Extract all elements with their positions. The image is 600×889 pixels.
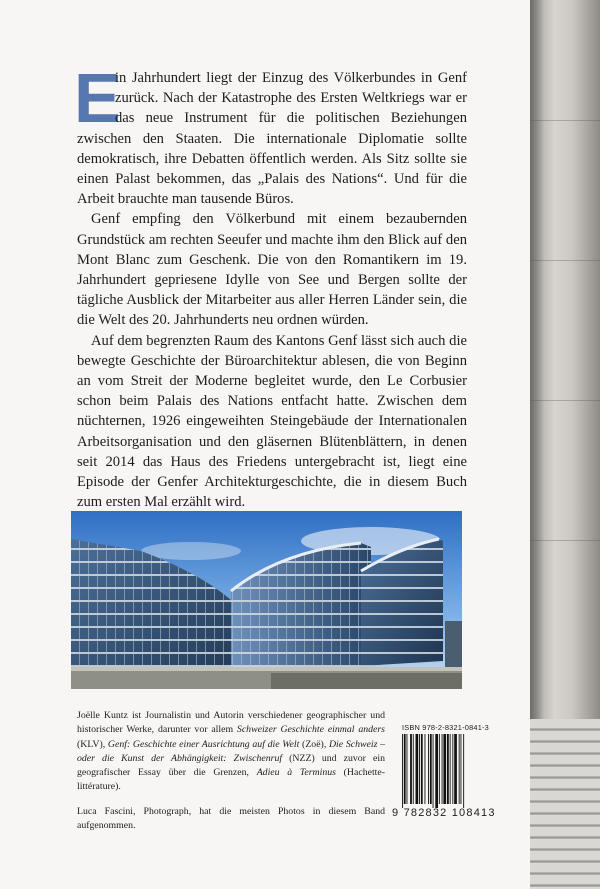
bio-text: (KLV),	[77, 738, 108, 750]
barcode-bars	[400, 734, 492, 808]
book-title: Die Schweiz – oder die Kunst der Abhängigkeit: Zwischenruf	[77, 738, 385, 764]
author-bio-paragraph	[77, 709, 385, 795]
building-photo	[71, 511, 462, 689]
cover-spine-photo	[530, 0, 600, 889]
bio-text: (Hachette-littérature).	[77, 767, 386, 793]
isbn-barcode	[392, 723, 496, 829]
drop-cap: E	[74, 59, 121, 137]
photographer-credit: Luca Fascini, Photograph, hat die meisten Photos in diesem Band aufgenommen.	[77, 805, 385, 832]
bio-text: (Zoë),	[299, 738, 329, 750]
paragraph-1	[74, 59, 467, 209]
bio-text: Joëlle Kuntz ist Journalistin und Autorin verschiedener geographischer und historischer Werke, darunter vor allem	[77, 710, 385, 736]
paragraph-1-text: in Jahrhundert liegt der Einzug des Völkerbundes in Genf zurück. Nach der Katastrophe des Ersten Weltkriegs war er das neue Instrument für die politischen Beziehungen zwischen den Staaten. Die internationale Diplomatie sollte demokratisch, ihre Debatten öffentlich werden. Als Sitz sollte sie einen Palast bekommen, das „Palais des Nations“. Und für die Arbeit brauchte man tausende Büros.	[77, 70, 467, 208]
stairs-image	[530, 719, 600, 889]
book-title: Genf: Geschichte einer Ausrichtung auf die Welt	[107, 738, 300, 750]
bio-text: (NZZ) und zuvor ein geografischer Essay über die Grenzen,	[77, 752, 385, 779]
book-title: Adieu à Terminus	[256, 767, 336, 779]
book-title: Schweizer Geschichte einmal anders	[236, 724, 385, 736]
barcode-digits: 9 782832 108413	[392, 807, 496, 819]
isbn-label: ISBN 978-2-8321-0841-3	[402, 723, 489, 732]
author-bio	[77, 709, 385, 843]
paragraph-2: Genf empfing den Völkerbund mit einem bezaubernden Grundstück am rechten Seeufer und machte ihm den Blick auf den Mont Blanc zum Geschenk. Die von den Romantikern im 19. Jahrhundert gepriesene Idylle von See und Bergen sollte der tägliche Ausblick der Mitarbeiter aus aller Herren Länder sein, die die Welt des 20. Jahrhunderts neu ordnen würden.	[77, 211, 467, 329]
blurb-text	[74, 59, 467, 512]
paragraph-3: Auf dem begrenzten Raum des Kantons Genf lässt sich auch die bewegte Geschichte der Büroarchitektur ablesen, die von Beginn an vom Streit der Moderne begleitet wurde, den Le Corbusier schon beim Palais des Nations entfacht hatte. Zwischen dem nüchternen, 1926 eingeweihten Steingebäude der Internationalen Arbeitsorganisation und den gläsernen Blütenblättern, in denen seit 2014 das Haus des Friedens untergebracht ist, liegt eine Episode der Genfer Architekturgeschichte, die in diesem Buch zum ersten Mal erzählt wird.	[77, 332, 467, 511]
